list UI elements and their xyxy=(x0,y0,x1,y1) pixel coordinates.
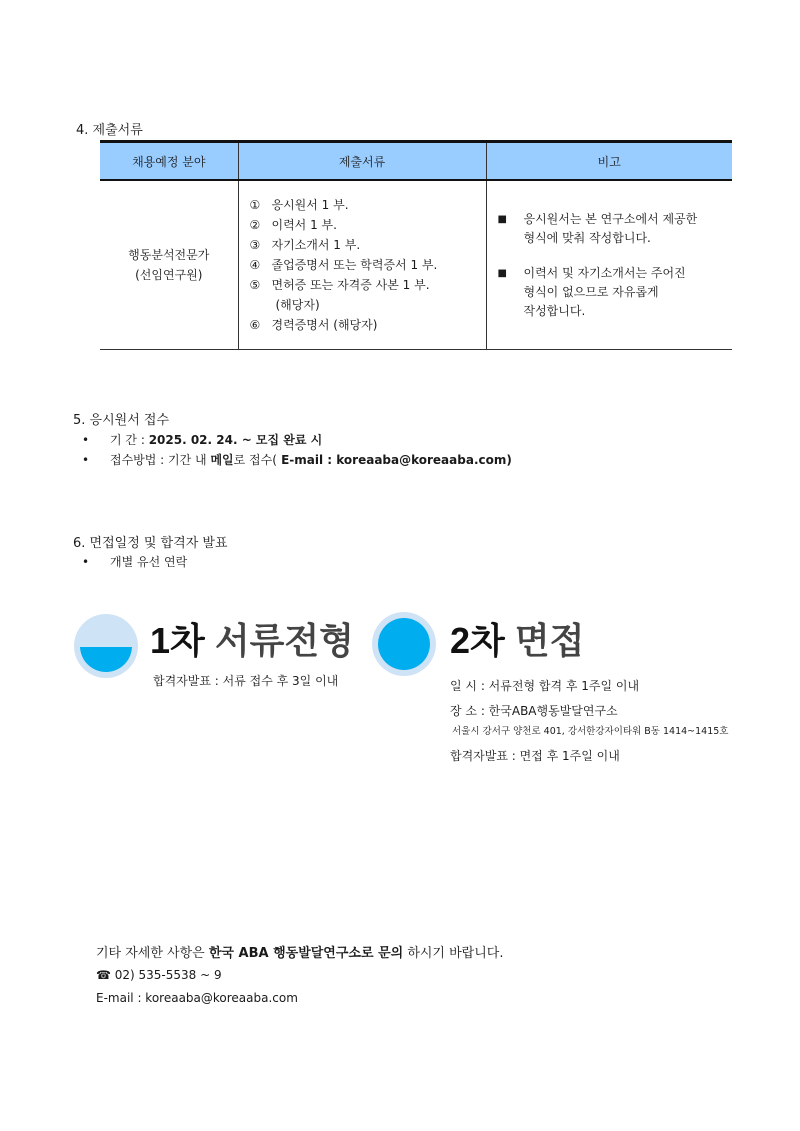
stage2-name: 면접 xyxy=(514,620,585,661)
bullet-icon: • xyxy=(82,433,90,447)
field-name: 행동분석전문가 xyxy=(128,248,210,262)
list-item xyxy=(250,275,485,315)
header-documents: 제출서류 xyxy=(238,142,486,181)
header-field: 채용예정 분야 xyxy=(100,142,238,181)
item-text-note: (해당자) xyxy=(275,298,320,312)
stage2-title xyxy=(450,621,584,661)
section4-title: 4. 제출서류 xyxy=(76,123,143,138)
contact-line xyxy=(76,553,187,571)
table-header-row xyxy=(100,142,732,181)
item-number: ② xyxy=(249,218,261,232)
note-text: 형식에 맞춰 작성합니다. xyxy=(523,230,651,245)
item-text: 면허증 또는 자격증 사본 1 부. xyxy=(271,278,430,292)
section6-title: 6. 면접일정 및 합격자 발표 xyxy=(73,536,228,551)
stage1-announce: 합격자발표 : 서류 접수 후 3일 이내 xyxy=(153,674,339,688)
footer-text: 하시기 바랍니다. xyxy=(403,946,504,961)
stage2-date-label: 일 시 : xyxy=(450,679,489,693)
item-number: ⑥ xyxy=(249,318,261,332)
item-number: ③ xyxy=(249,238,261,252)
item-number: ④ xyxy=(249,258,261,272)
method-email: E-mail : koreaaba@koreaaba.com) xyxy=(276,453,512,467)
stage1-name: 서류전형 xyxy=(214,620,354,661)
method-label: 접수방법 : 기간 내 xyxy=(110,453,211,467)
square-bullet-icon: ■ xyxy=(497,213,507,225)
stage2-announce: 합격자발표 : 면접 후 1주일 이내 xyxy=(450,749,620,763)
notes-list xyxy=(488,210,732,321)
item-text: 졸업증명서 또는 학력증서 1 부. xyxy=(271,258,438,272)
item-text: 자기소개서 1 부. xyxy=(271,238,361,252)
item-text: 경력증명서 (해당자) xyxy=(271,318,378,332)
list-item xyxy=(250,255,485,275)
footer-phone: ☎ 02) 535-5538 ~ 9 xyxy=(96,968,222,982)
notes-cell xyxy=(486,180,732,350)
footer-text: 기타 자세한 사항은 xyxy=(96,946,209,961)
item-text: 응시원서 1 부. xyxy=(271,198,349,212)
field-position: (선임연구원) xyxy=(135,268,203,282)
contact-text: 개별 유선 연락 xyxy=(110,555,188,569)
item-number: ⑤ xyxy=(249,278,261,292)
documents-cell xyxy=(238,180,486,350)
note-text: 이력서 및 자기소개서는 주어진 xyxy=(523,265,686,280)
method-rest: 로 접수( xyxy=(233,453,277,467)
method-bold: 메일 xyxy=(210,453,234,467)
table-row xyxy=(100,180,732,350)
note-text: 작성합니다. xyxy=(523,303,586,318)
stage1-number: 1차 xyxy=(150,620,205,661)
list-item xyxy=(250,215,485,235)
bullet-icon: • xyxy=(82,453,90,467)
field-cell xyxy=(100,180,238,350)
item-text: 이력서 1 부. xyxy=(271,218,337,232)
stage1-title xyxy=(150,621,354,661)
note-text: 형식이 없으므로 자유롭게 xyxy=(523,284,659,299)
footer-email: E-mail : koreaaba@koreaaba.com xyxy=(96,991,298,1005)
list-item xyxy=(498,210,722,248)
stage2-date-line xyxy=(450,677,639,694)
stage2-address: 서울시 강서구 양천로 401, 강서한강자이타워 B동 1414~1415호 xyxy=(452,726,729,737)
section5-title: 5. 응시원서 접수 xyxy=(73,413,170,428)
list-item xyxy=(250,315,485,335)
stage2-circle-icon xyxy=(372,612,436,676)
period-line xyxy=(76,431,322,449)
stage2-date-value: 서류전형 합격 후 1주일 이내 xyxy=(488,679,640,693)
list-item xyxy=(250,195,485,215)
header-notes: 비고 xyxy=(486,142,732,181)
stage2-place-value: 한국ABA행동발달연구소 xyxy=(488,704,618,718)
list-item xyxy=(250,235,485,255)
period-value: 2025. 02. 24. ~ 모집 완료 시 xyxy=(148,433,323,447)
bullet-icon: • xyxy=(82,555,90,569)
stage2-place-label: 장 소 : xyxy=(450,704,489,718)
note-text: 응시원서는 본 연구소에서 제공한 xyxy=(523,211,698,226)
method-line xyxy=(76,451,512,469)
stage1-circle-icon xyxy=(74,614,138,678)
footer-inquiry xyxy=(96,942,504,961)
square-bullet-icon: ■ xyxy=(497,267,507,279)
stage2-number: 2차 xyxy=(450,620,505,661)
documents-table xyxy=(100,140,732,350)
item-number: ① xyxy=(249,198,261,212)
list-item xyxy=(498,264,722,321)
footer-bold: 한국 ABA 행동발달연구소로 문의 xyxy=(208,946,404,961)
period-label: 기 간 : xyxy=(110,433,145,447)
documents-list xyxy=(240,195,485,335)
stage2-place-line xyxy=(450,702,618,719)
